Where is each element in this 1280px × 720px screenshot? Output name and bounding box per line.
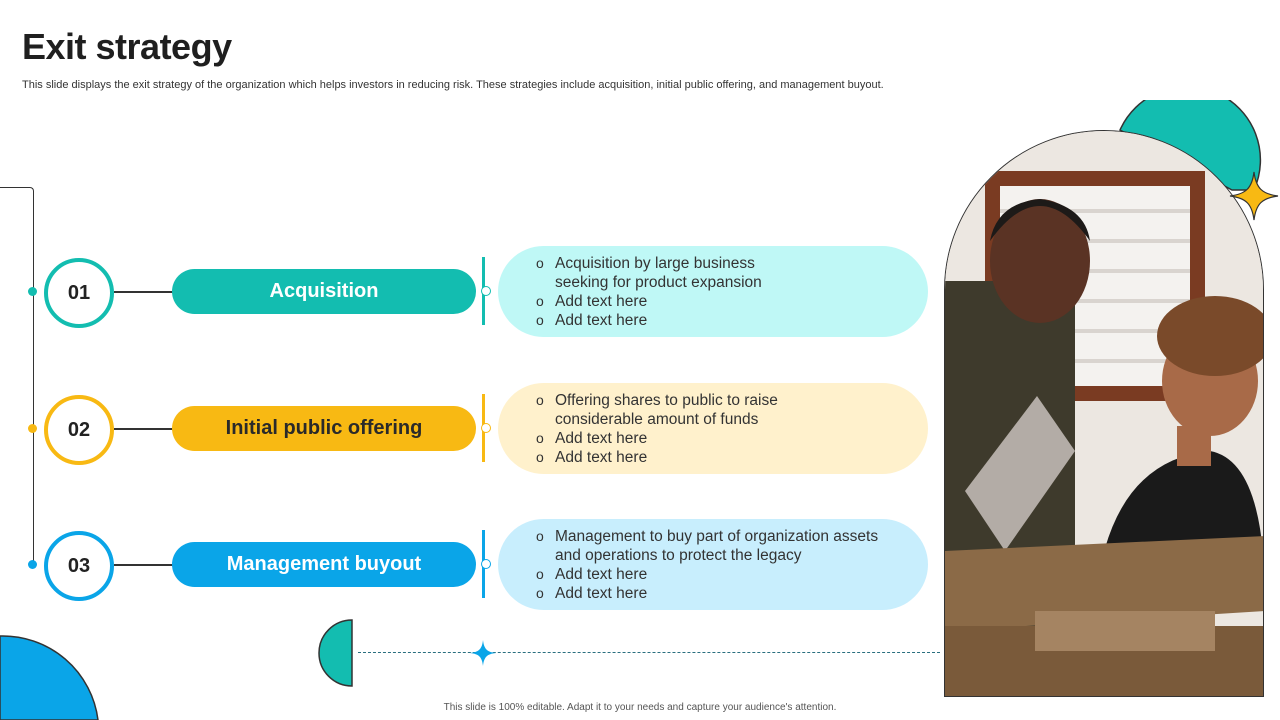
- page-title: Exit strategy: [22, 26, 232, 67]
- connector-node: [481, 286, 491, 296]
- sparkle-icon: [470, 640, 496, 666]
- step-number-circle: [44, 531, 114, 601]
- strategy-details: [498, 383, 928, 474]
- strategy-pill: [172, 406, 476, 451]
- strategy-row-management-buyout: [0, 519, 940, 611]
- strategy-row-acquisition: [0, 246, 940, 338]
- detail-text: seeking for product expansion: [555, 274, 762, 291]
- detail-item-continued: [536, 273, 908, 292]
- connector-node: [481, 423, 491, 433]
- strategy-details: [498, 246, 928, 337]
- footer-note: This slide is 100% editable. Adapt it to your needs and capture your audience's attention.: [443, 702, 837, 713]
- strategy-pill: [172, 269, 476, 314]
- team-photo: [944, 130, 1264, 697]
- page-subtitle: This slide displays the exit strategy of the organization which helps investors in reducing risk. These strategies include acquisition, initial public offering, and management buyout.: [22, 79, 884, 91]
- step-number-circle: [44, 258, 114, 328]
- detail-item: o Add text here: [536, 292, 908, 311]
- step-number-circle: [44, 395, 114, 465]
- strategy-details: [498, 519, 928, 610]
- detail-item: o Add text here: [536, 565, 908, 584]
- step-number: 03: [67, 554, 91, 577]
- step-number: 02: [67, 418, 91, 441]
- strategy-row-ipo: [0, 383, 940, 475]
- detail-item: o Add text here: [536, 311, 908, 330]
- detail-item: o Add text here: [536, 448, 908, 467]
- step-number: 01: [67, 281, 91, 304]
- strategy-pill: [172, 542, 476, 587]
- detail-text: considerable amount of funds: [555, 411, 759, 428]
- timeline-dot: [28, 287, 37, 296]
- timeline-dot: [28, 424, 37, 433]
- strategy-label: Management buyout: [226, 553, 422, 575]
- detail-item: o Add text here: [536, 584, 908, 603]
- dashed-divider: [358, 652, 940, 653]
- detail-item: o Offering shares to public to raise: [536, 391, 908, 410]
- timeline-dot: [28, 560, 37, 569]
- connector-line: [114, 428, 174, 430]
- photo-illustration: [945, 131, 1264, 697]
- timeline-spine: [0, 187, 34, 565]
- yellow-star-icon: [1228, 170, 1280, 222]
- connector-node: [481, 559, 491, 569]
- strategy-label: Acquisition: [269, 280, 379, 302]
- detail-item: o Acquisition by large business: [536, 254, 908, 273]
- strategy-label: Initial public offering: [225, 417, 423, 439]
- connector-line: [114, 564, 174, 566]
- detail-item-continued: [536, 546, 908, 565]
- detail-item-continued: [536, 410, 908, 429]
- detail-text: and operations to protect the legacy: [555, 547, 802, 564]
- detail-item: o Add text here: [536, 429, 908, 448]
- connector-line: [114, 291, 174, 293]
- teal-half-circle-decoration: [316, 619, 354, 687]
- detail-item: o Management to buy part of organization assets: [536, 527, 908, 546]
